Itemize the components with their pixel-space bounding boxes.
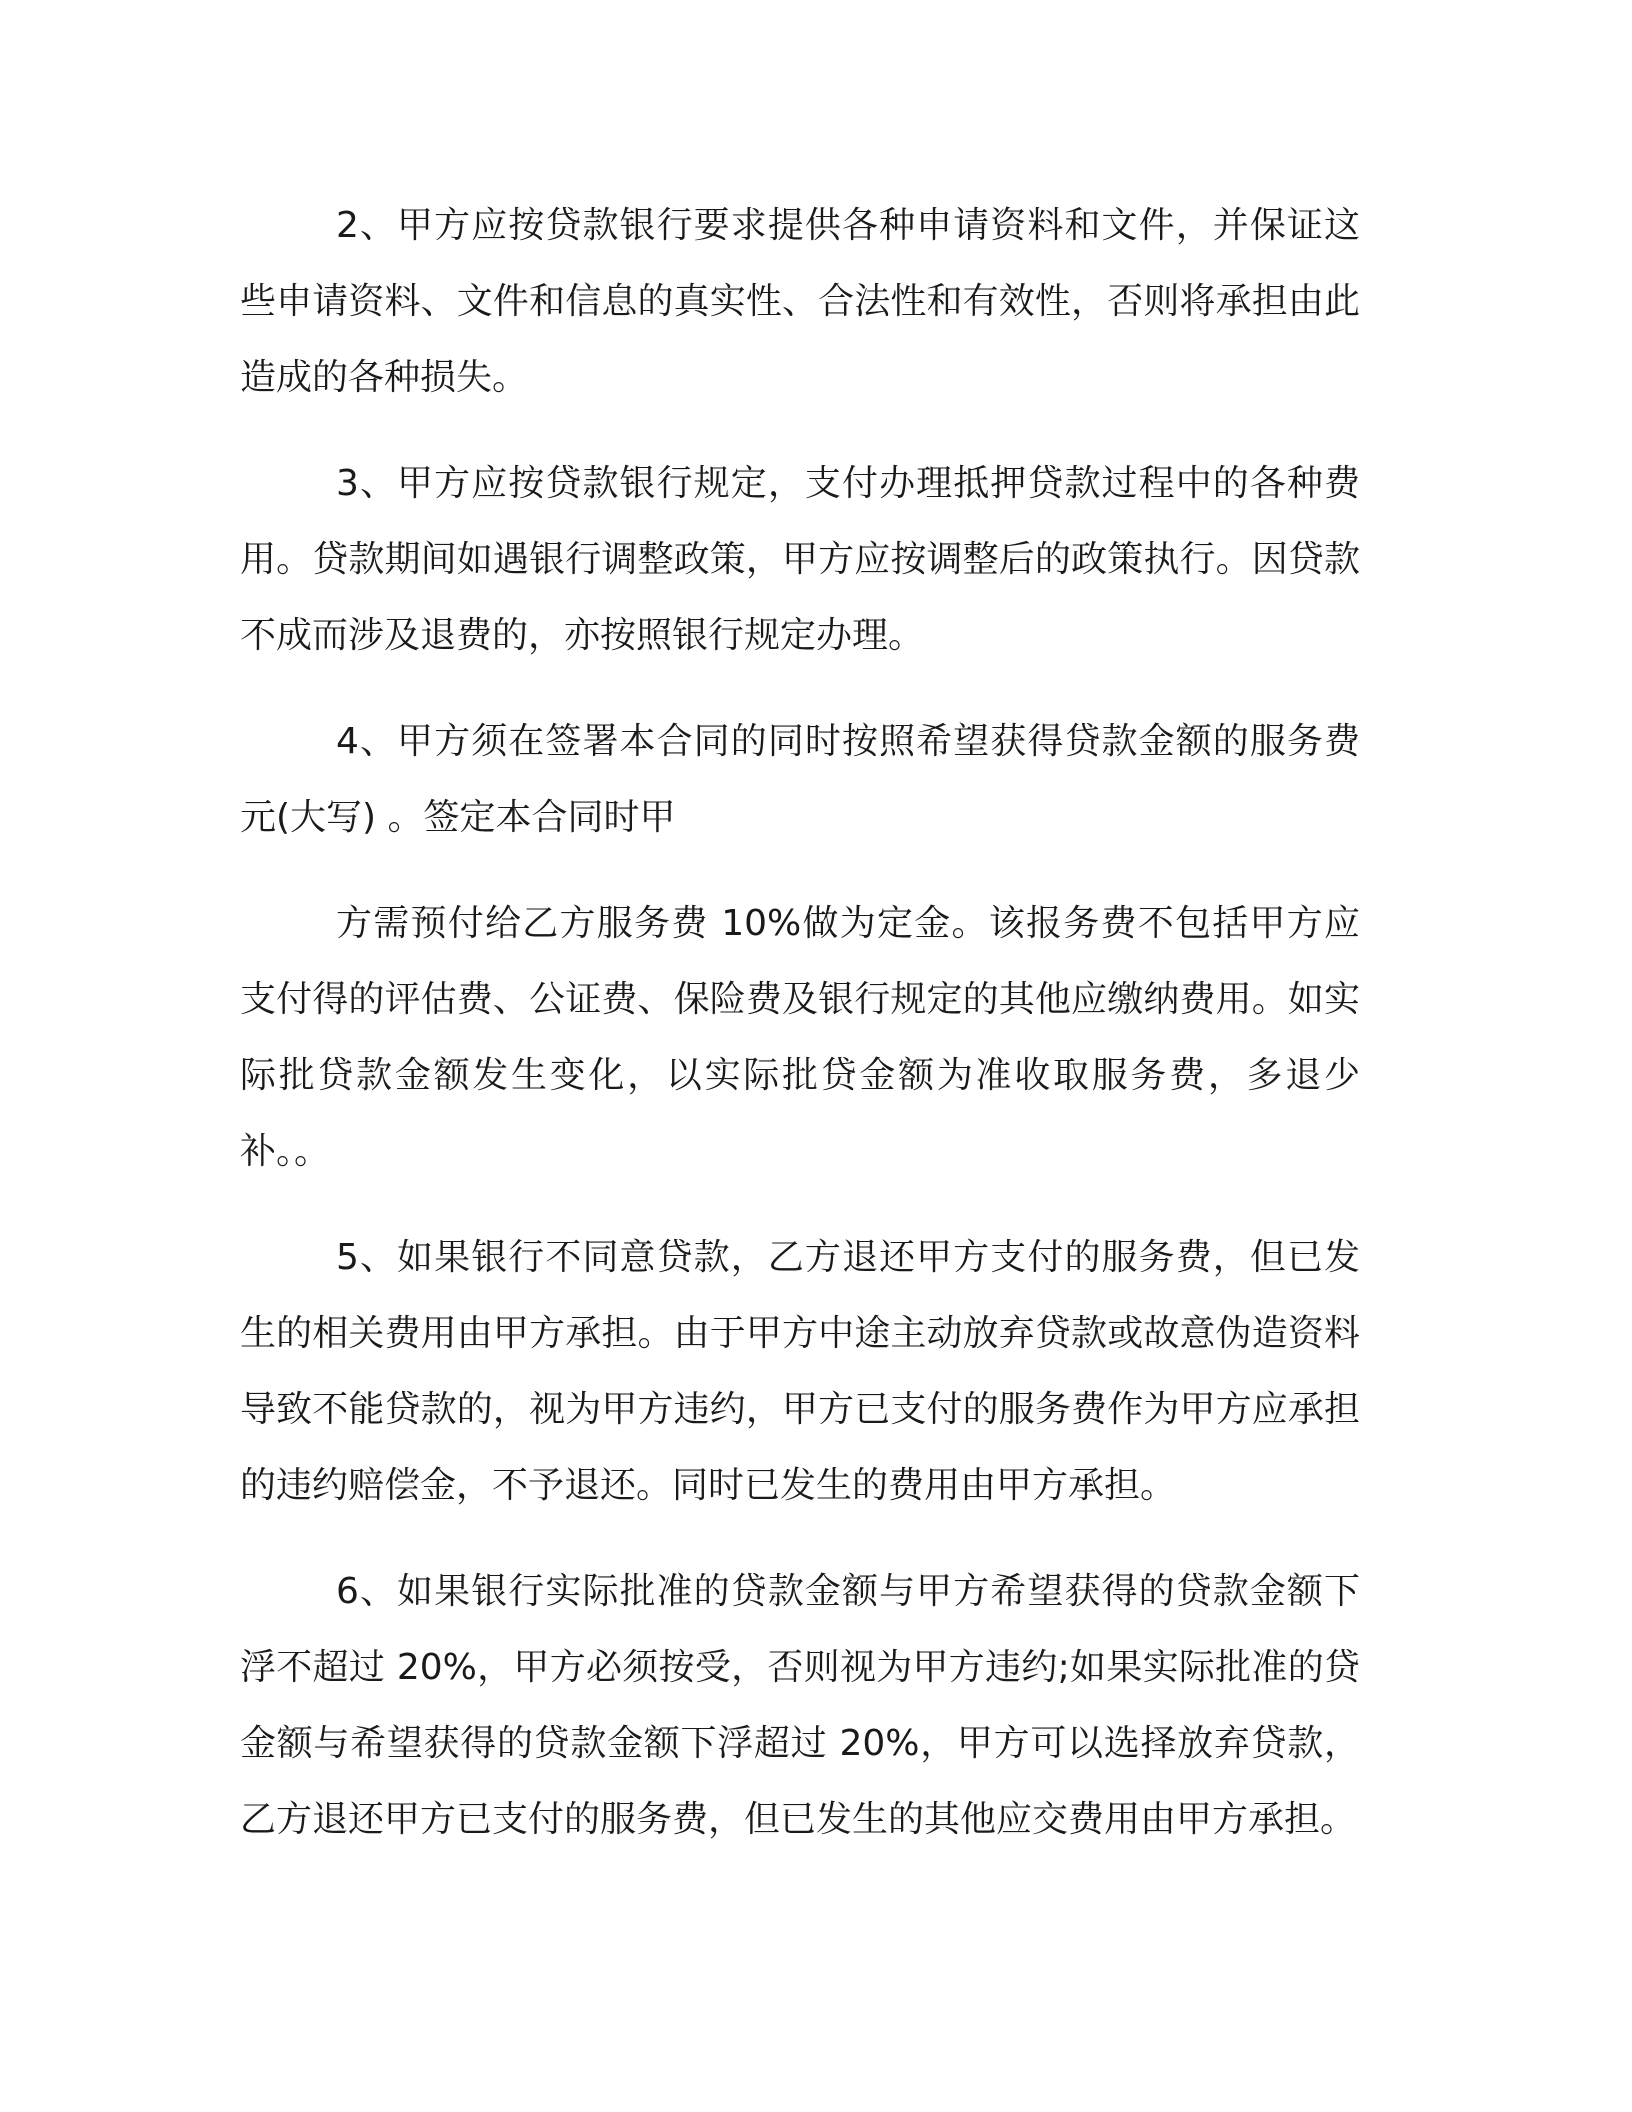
clause-2-paragraph: 2、甲方应按贷款银行要求提供各种申请资料和文件，并保证这些申请资料、文件和信息的真实性、合法性和有效性，否则将承担由此造成的各种损失。 xyxy=(240,205,1360,398)
clause-6-paragraph: 6、如果银行实际批准的贷款金额与甲方希望获得的贷款金额下浮不超过 20%，甲方必须按受，否则视为甲方违约;如果实际批准的贷金额与希望获得的贷款金额下浮超过 20%，甲方可以选择放弃贷款，乙方退还甲方已支付的服务费，但已发生的其他应交费用由甲方承担。 xyxy=(240,1571,1360,1840)
clause-4-continuation-paragraph: 方需预付给乙方服务费 10%做为定金。该报务费不包括甲方应支付得的评估费、公证费、保险费及银行规定的其他应缴纳费用。如实际批贷款金额发生变化，以实际批贷金额为准收取服务费，多退少补。。 xyxy=(240,903,1360,1172)
clause-4-paragraph: 4、甲方须在签署本合同的同时按照希望获得贷款金额的服务费元(大写) 。签定本合同时甲 xyxy=(240,721,1360,838)
clause-3-paragraph: 3、甲方应按贷款银行规定，支付办理抵押贷款过程中的各种费用。贷款期间如遇银行调整政策，甲方应按调整后的政策执行。因贷款不成而涉及退费的，亦按照银行规定办理。 xyxy=(240,463,1360,656)
clause-5-paragraph: 5、如果银行不同意贷款，乙方退还甲方支付的服务费，但已发生的相关费用由甲方承担。由于甲方中途主动放弃贷款或故意伪造资料导致不能贷款的，视为甲方违约，甲方已支付的服务费作为甲方应承担的违约赔偿金，不予退还。同时已发生的费用由甲方承担。 xyxy=(240,1237,1360,1506)
document-body xyxy=(240,188,1360,1858)
